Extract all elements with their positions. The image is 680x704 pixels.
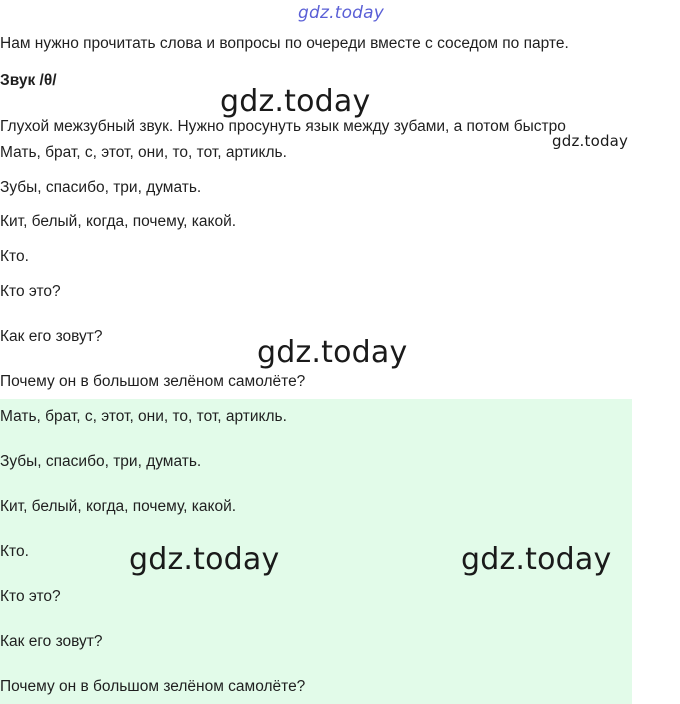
- answer-line-2: Зубы, спасибо, три, думать.: [0, 453, 202, 470]
- task-line-4: Кто.: [0, 248, 29, 265]
- watermark-top: gdz.today: [298, 3, 385, 23]
- watermark-3: gdz.today: [257, 335, 408, 370]
- watermark-4: gdz.today: [129, 542, 280, 577]
- task-line-6: Как его зовут?: [0, 328, 103, 345]
- answer-line-5: Кто это?: [0, 588, 61, 605]
- answer-line-7: Почему он в большом зелёном самолёте?: [0, 678, 306, 695]
- task-line-7: Почему он в большом зелёном самолёте?: [0, 373, 306, 390]
- task-line-2: Зубы, спасибо, три, думать.: [0, 179, 202, 196]
- watermark-2: gdz.today: [552, 132, 629, 150]
- intro-text: Нам нужно прочитать слова и вопросы по очереди вместе с соседом по парте.: [0, 35, 569, 52]
- watermark-1: gdz.today: [220, 84, 371, 119]
- task-line-5: Кто это?: [0, 283, 61, 300]
- answer-line-1: Мать, брат, с, этот, они, то, тот, артикль.: [0, 408, 287, 425]
- sound-heading: Звук /θ/: [0, 72, 57, 89]
- watermark-5: gdz.today: [461, 542, 612, 577]
- answer-line-6: Как его зовут?: [0, 633, 103, 650]
- sound-description: Глухой межзубный звук. Нужно просунуть язык между зубами, а потом быстро: [0, 118, 566, 135]
- task-line-1: Мать, брат, с, этот, они, то, тот, артикль.: [0, 144, 287, 161]
- answer-line-4: Кто.: [0, 543, 29, 560]
- answer-line-3: Кит, белый, когда, почему, какой.: [0, 498, 237, 515]
- task-line-3: Кит, белый, когда, почему, какой.: [0, 213, 237, 230]
